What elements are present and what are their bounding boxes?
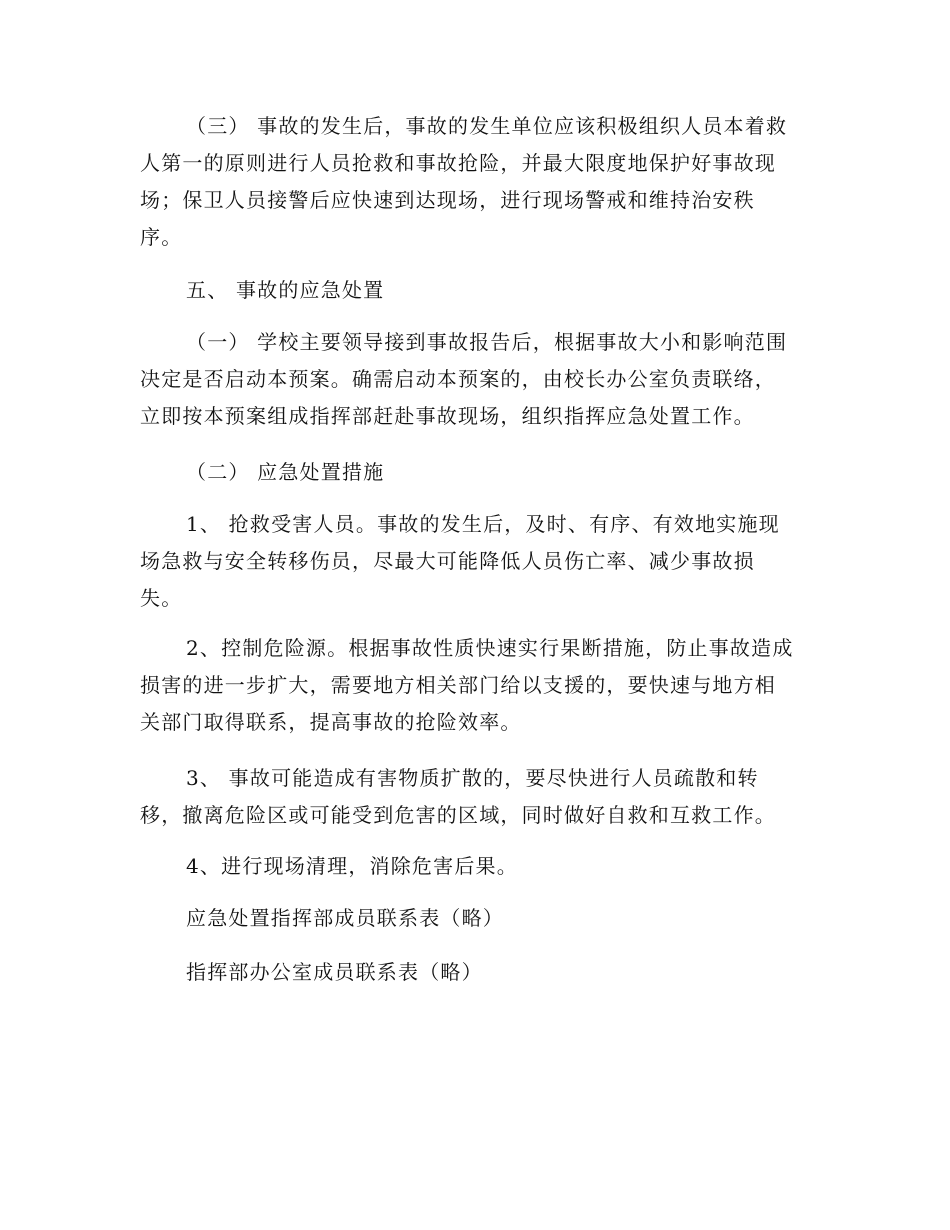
text-line: （三） 事故的发生后，事故的发生单位应该积极组织人员本着救: [186, 114, 788, 138]
note-command-contact-table: [140, 900, 820, 937]
paragraph-item-one: [140, 506, 820, 617]
text-line: 人第一的原则进行人员抢救和事故抢险，并最大限度地保护好事故现: [140, 151, 776, 175]
heading-subsection-two: [140, 454, 820, 491]
text-line: 序。: [140, 225, 183, 249]
text-line: 损害的进一步扩大，需要地方相关部门给以支援的，要快速与地方相: [140, 673, 776, 697]
text-line: 2、控制危险源。根据事故性质快速实行果断措施，防止事故造成: [186, 636, 794, 660]
paragraph-section-three: [140, 108, 820, 256]
text-line: （一） 学校主要领导接到事故报告后，根据事故大小和影响范围: [186, 330, 788, 354]
heading-section-five: [140, 272, 820, 309]
text-line: 决定是否启动本预案。确需启动本预案的，由校长办公室负责联络，: [140, 367, 776, 391]
text-line: 3、 事故可能造成有害物质扩散的，要尽快进行人员疏散和转: [186, 766, 759, 790]
text-line: 4、进行现场清理，消除危害后果。: [186, 854, 518, 878]
text-line: 指挥部办公室成员联系表（略）: [186, 960, 483, 984]
paragraph-item-three: [140, 760, 820, 834]
text-line: 失。: [140, 586, 183, 610]
text-line: （二） 应急处置措施: [186, 460, 385, 484]
paragraph-subsection-one: [140, 324, 820, 435]
text-line: 应急处置指挥部成员联系表（略）: [186, 906, 504, 930]
text-line: 五、 事故的应急处置: [186, 278, 385, 302]
paragraph-item-two: [140, 630, 820, 741]
note-office-contact-table: [140, 954, 820, 991]
text-line: 1、 抢救受害人员。事故的发生后，及时、有序、有效地实施现: [186, 512, 780, 536]
paragraph-item-four: [140, 848, 820, 885]
text-line: 场急救与安全转移伤员，尽最大可能降低人员伤亡率、减少事故损: [140, 549, 755, 573]
text-line: 立即按本预案组成指挥部赶赴事故现场，组织指挥应急处置工作。: [140, 404, 755, 428]
text-line: 关部门取得联系，提高事故的抢险效率。: [140, 710, 522, 734]
text-line: 场；保卫人员接警后应快速到达现场，进行现场警戒和维持治安秩: [140, 188, 755, 212]
text-line: 移，撤离危险区或可能受到危害的区域，同时做好自救和互救工作。: [140, 803, 776, 827]
